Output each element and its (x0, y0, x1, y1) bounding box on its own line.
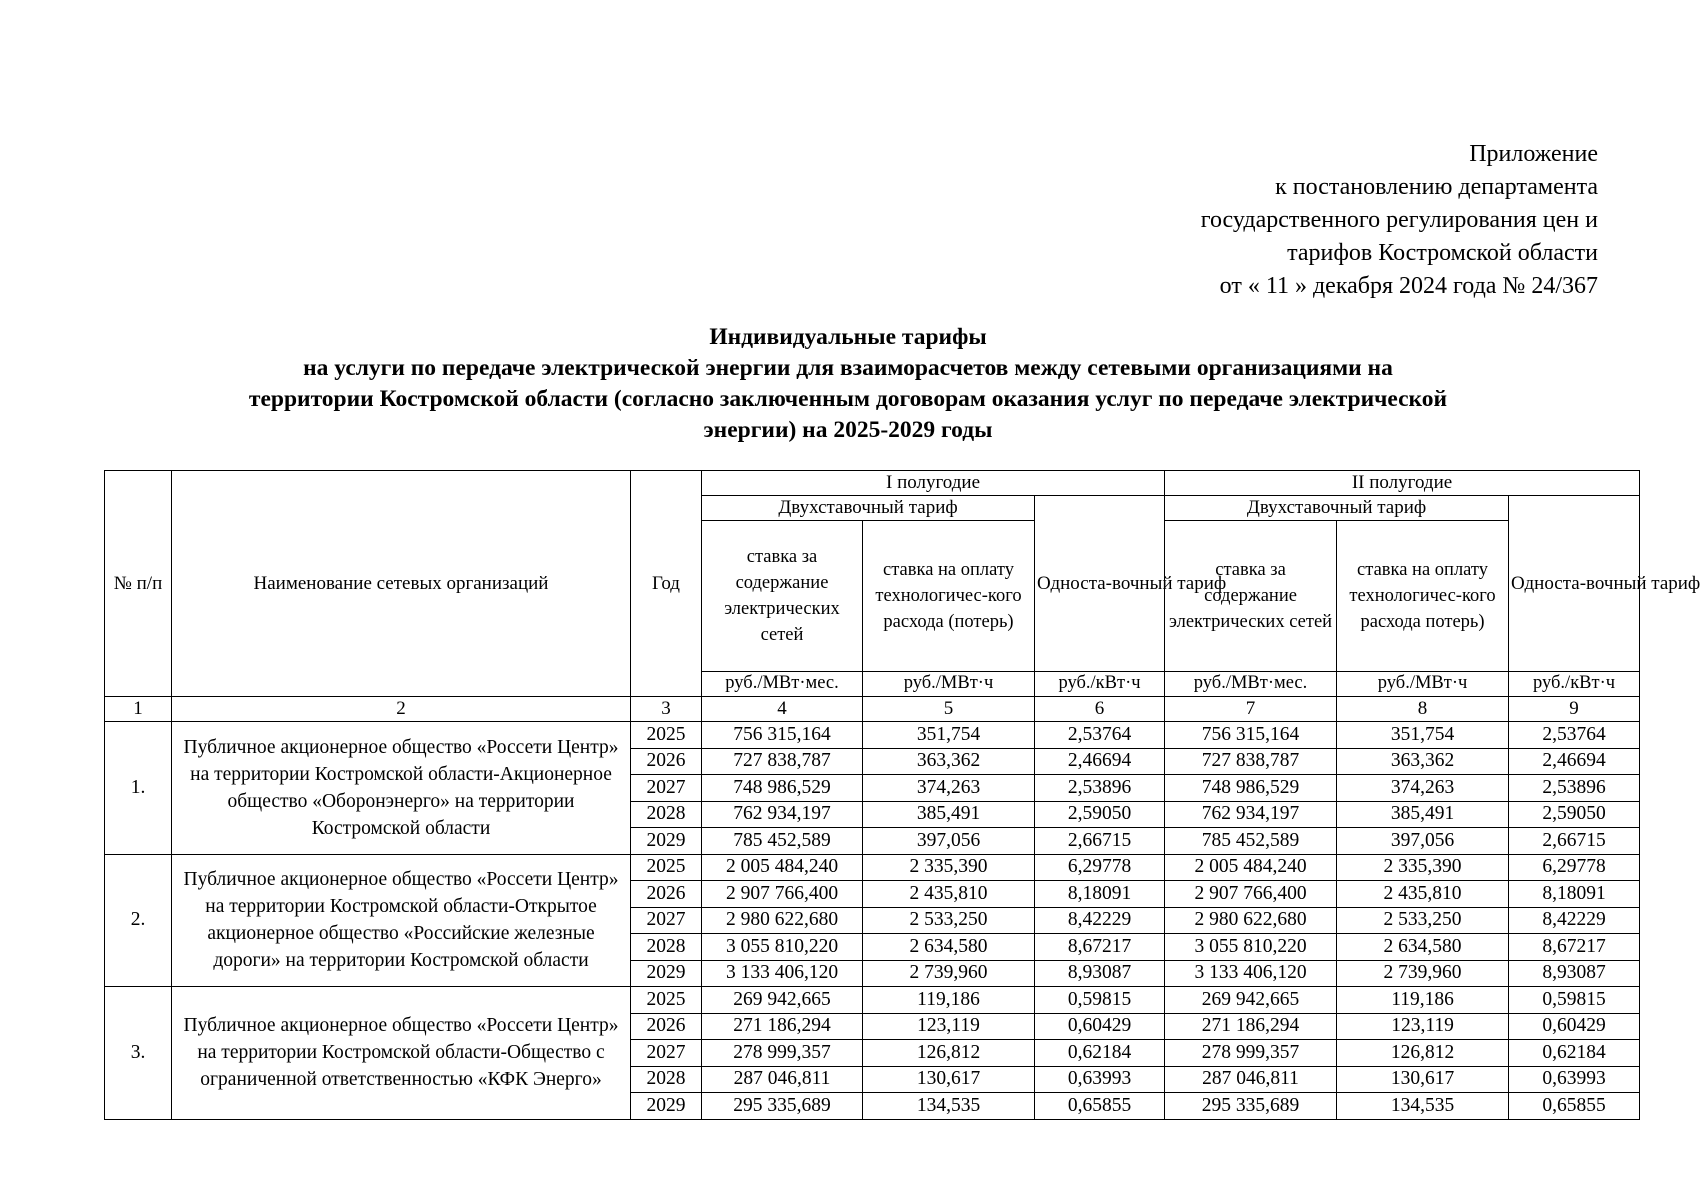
header-two-rate-1: Двухставочный тариф (702, 496, 1035, 521)
maintenance-rate-2: 756 315,164 (1165, 722, 1337, 749)
maintenance-rate-1: 762 934,197 (702, 801, 863, 828)
losses-rate-2: 397,056 (1337, 828, 1509, 855)
header-org-name: Наименование сетевых организаций (172, 471, 631, 697)
single-rate-1: 2,53764 (1035, 722, 1165, 749)
single-rate-1: 0,65855 (1035, 1093, 1165, 1120)
maintenance-rate-2: 727 838,787 (1165, 748, 1337, 775)
single-rate-1: 0,60429 (1035, 1013, 1165, 1040)
losses-rate-2: 2 739,960 (1337, 960, 1509, 987)
header-two-rate-2: Двухставочный тариф (1165, 496, 1509, 521)
header-losses-1: ставка на оплату технологичес-кого расхода (потерь) (863, 521, 1035, 672)
header-maintenance-1: ставка за содержание электрических сетей (702, 521, 863, 672)
appendix-block (1201, 138, 1598, 303)
single-rate-2: 2,53764 (1509, 722, 1640, 749)
single-rate-1: 2,66715 (1035, 828, 1165, 855)
losses-rate-2: 363,362 (1337, 748, 1509, 775)
losses-rate-1: 2 634,580 (863, 934, 1035, 961)
losses-rate-1: 119,186 (863, 987, 1035, 1014)
losses-rate-2: 130,617 (1337, 1066, 1509, 1093)
single-rate-2: 2,59050 (1509, 801, 1640, 828)
maintenance-rate-1: 295 335,689 (702, 1093, 863, 1120)
column-number: 1 (105, 697, 172, 722)
row-index: 1. (105, 722, 172, 855)
single-rate-1: 2,46694 (1035, 748, 1165, 775)
appendix-line: тарифов Костромской области (1287, 240, 1598, 266)
appendix-line: к постановлению департамента (1275, 174, 1598, 200)
column-number: 9 (1509, 697, 1640, 722)
losses-rate-1: 123,119 (863, 1013, 1035, 1040)
appendix-line: от « 11 » декабря 2024 года № 24/367 (1219, 273, 1598, 299)
year-cell: 2028 (631, 934, 702, 961)
losses-rate-1: 374,263 (863, 775, 1035, 802)
org-name: Публичное акционерное общество «Россети Центр» на территории Костромской области-Открытое акционерное общество «Российские железные дороги» на территории Костромской области (172, 854, 631, 987)
maintenance-rate-2: 2 907 766,400 (1165, 881, 1337, 908)
header-num: № п/п (105, 471, 172, 697)
losses-rate-1: 2 739,960 (863, 960, 1035, 987)
column-number: 3 (631, 697, 702, 722)
header-half-2: II полугодие (1165, 471, 1640, 496)
maintenance-rate-2: 785 452,589 (1165, 828, 1337, 855)
losses-rate-1: 363,362 (863, 748, 1035, 775)
header-losses-2: ставка на оплату технологичес-кого расхода потерь) (1337, 521, 1509, 672)
maintenance-rate-2: 762 934,197 (1165, 801, 1337, 828)
single-rate-2: 0,60429 (1509, 1013, 1640, 1040)
maintenance-rate-1: 269 942,665 (702, 987, 863, 1014)
unit-single-2: руб./кВт·ч (1509, 672, 1640, 697)
losses-rate-1: 130,617 (863, 1066, 1035, 1093)
table-row (105, 854, 1640, 881)
losses-rate-1: 134,535 (863, 1093, 1035, 1120)
single-rate-2: 6,29778 (1509, 854, 1640, 881)
single-rate-2: 8,67217 (1509, 934, 1640, 961)
maintenance-rate-1: 271 186,294 (702, 1013, 863, 1040)
year-cell: 2029 (631, 828, 702, 855)
losses-rate-2: 374,263 (1337, 775, 1509, 802)
maintenance-rate-1: 748 986,529 (702, 775, 863, 802)
single-rate-2: 0,65855 (1509, 1093, 1640, 1120)
row-index: 2. (105, 854, 172, 987)
appendix-line: государственного регулирования цен и (1200, 207, 1598, 233)
single-rate-1: 8,42229 (1035, 907, 1165, 934)
maintenance-rate-2: 295 335,689 (1165, 1093, 1337, 1120)
single-rate-1: 8,18091 (1035, 881, 1165, 908)
year-cell: 2027 (631, 775, 702, 802)
title-line: энергии) на 2025-2029 годы (703, 417, 993, 443)
year-cell: 2026 (631, 1013, 702, 1040)
year-cell: 2028 (631, 801, 702, 828)
title-line: территории Костромской области (согласно заключенным договорам оказания услуг по передаче электрической (248, 386, 1448, 412)
single-rate-2: 2,53896 (1509, 775, 1640, 802)
single-rate-2: 0,59815 (1509, 987, 1640, 1014)
header-maintenance-2: ставка за содержание электрических сетей (1165, 521, 1337, 672)
losses-rate-1: 385,491 (863, 801, 1035, 828)
maintenance-rate-1: 2 005 484,240 (702, 854, 863, 881)
unit-losses-1: руб./МВт·ч (863, 672, 1035, 697)
maintenance-rate-1: 3 055 810,220 (702, 934, 863, 961)
year-cell: 2029 (631, 960, 702, 987)
maintenance-rate-2: 278 999,357 (1165, 1040, 1337, 1067)
single-rate-2: 8,93087 (1509, 960, 1640, 987)
tariff-table-body (105, 722, 1640, 1120)
maintenance-rate-1: 756 315,164 (702, 722, 863, 749)
losses-rate-2: 2 335,390 (1337, 854, 1509, 881)
title-line: на услуги по передаче электрической энергии для взаиморасчетов между сетевыми организациями на (303, 355, 1393, 381)
maintenance-rate-1: 278 999,357 (702, 1040, 863, 1067)
year-cell: 2029 (631, 1093, 702, 1120)
header-single-rate-2: Односта-вочный тариф (1509, 496, 1640, 672)
header-single-rate-1: Односта-вочный тариф (1035, 496, 1165, 672)
table-row (105, 987, 1640, 1014)
maintenance-rate-2: 3 133 406,120 (1165, 960, 1337, 987)
losses-rate-2: 351,754 (1337, 722, 1509, 749)
single-rate-1: 0,59815 (1035, 987, 1165, 1014)
year-cell: 2025 (631, 722, 702, 749)
single-rate-2: 2,46694 (1509, 748, 1640, 775)
column-number: 7 (1165, 697, 1337, 722)
year-cell: 2025 (631, 987, 702, 1014)
losses-rate-2: 126,812 (1337, 1040, 1509, 1067)
title-line: Индивидуальные тарифы (709, 324, 987, 350)
single-rate-2: 2,66715 (1509, 828, 1640, 855)
org-name: Публичное акционерное общество «Россети Центр» на территории Костромской области-Акционерное общество «Оборонэнерго» на территории Костромской области (172, 722, 631, 855)
maintenance-rate-2: 2 005 484,240 (1165, 854, 1337, 881)
column-number: 5 (863, 697, 1035, 722)
unit-single-1: руб./кВт·ч (1035, 672, 1165, 697)
maintenance-rate-1: 2 907 766,400 (702, 881, 863, 908)
unit-losses-2: руб./МВт·ч (1337, 672, 1509, 697)
tariff-table (104, 470, 1700, 1120)
single-rate-2: 0,62184 (1509, 1040, 1640, 1067)
maintenance-rate-1: 2 980 622,680 (702, 907, 863, 934)
losses-rate-1: 397,056 (863, 828, 1035, 855)
single-rate-1: 0,63993 (1035, 1066, 1165, 1093)
org-name: Публичное акционерное общество «Россети Центр» на территории Костромской области-Общество с ограниченной ответственностью «КФК Энерго» (172, 987, 631, 1120)
single-rate-1: 0,62184 (1035, 1040, 1165, 1067)
single-rate-1: 6,29778 (1035, 854, 1165, 881)
single-rate-1: 8,67217 (1035, 934, 1165, 961)
header-half-1: I полугодие (702, 471, 1165, 496)
maintenance-rate-2: 287 046,811 (1165, 1066, 1337, 1093)
maintenance-rate-1: 727 838,787 (702, 748, 863, 775)
maintenance-rate-2: 3 055 810,220 (1165, 934, 1337, 961)
losses-rate-2: 123,119 (1337, 1013, 1509, 1040)
maintenance-rate-1: 3 133 406,120 (702, 960, 863, 987)
document-title (100, 322, 1596, 446)
year-cell: 2027 (631, 907, 702, 934)
maintenance-rate-2: 2 980 622,680 (1165, 907, 1337, 934)
year-cell: 2026 (631, 748, 702, 775)
unit-maintenance-2: руб./МВт·мес. (1165, 672, 1337, 697)
losses-rate-1: 2 335,390 (863, 854, 1035, 881)
single-rate-2: 0,63993 (1509, 1066, 1640, 1093)
column-number: 2 (172, 697, 631, 722)
maintenance-rate-2: 271 186,294 (1165, 1013, 1337, 1040)
column-number: 4 (702, 697, 863, 722)
maintenance-rate-2: 269 942,665 (1165, 987, 1337, 1014)
column-number: 6 (1035, 697, 1165, 722)
losses-rate-1: 351,754 (863, 722, 1035, 749)
column-number: 8 (1337, 697, 1509, 722)
year-cell: 2027 (631, 1040, 702, 1067)
losses-rate-1: 126,812 (863, 1040, 1035, 1067)
single-rate-1: 2,59050 (1035, 801, 1165, 828)
losses-rate-2: 2 634,580 (1337, 934, 1509, 961)
losses-rate-1: 2 533,250 (863, 907, 1035, 934)
single-rate-2: 8,42229 (1509, 907, 1640, 934)
losses-rate-2: 2 435,810 (1337, 881, 1509, 908)
row-index: 3. (105, 987, 172, 1120)
losses-rate-1: 2 435,810 (863, 881, 1035, 908)
year-cell: 2026 (631, 881, 702, 908)
maintenance-rate-1: 287 046,811 (702, 1066, 863, 1093)
losses-rate-2: 385,491 (1337, 801, 1509, 828)
unit-maintenance-1: руб./МВт·мес. (702, 672, 863, 697)
single-rate-1: 2,53896 (1035, 775, 1165, 802)
single-rate-1: 8,93087 (1035, 960, 1165, 987)
single-rate-2: 8,18091 (1509, 881, 1640, 908)
losses-rate-2: 2 533,250 (1337, 907, 1509, 934)
header-year: Год (631, 471, 702, 697)
losses-rate-2: 134,535 (1337, 1093, 1509, 1120)
maintenance-rate-2: 748 986,529 (1165, 775, 1337, 802)
year-cell: 2025 (631, 854, 702, 881)
year-cell: 2028 (631, 1066, 702, 1093)
losses-rate-2: 119,186 (1337, 987, 1509, 1014)
appendix-line: Приложение (1469, 141, 1598, 167)
maintenance-rate-1: 785 452,589 (702, 828, 863, 855)
table-row (105, 722, 1640, 749)
